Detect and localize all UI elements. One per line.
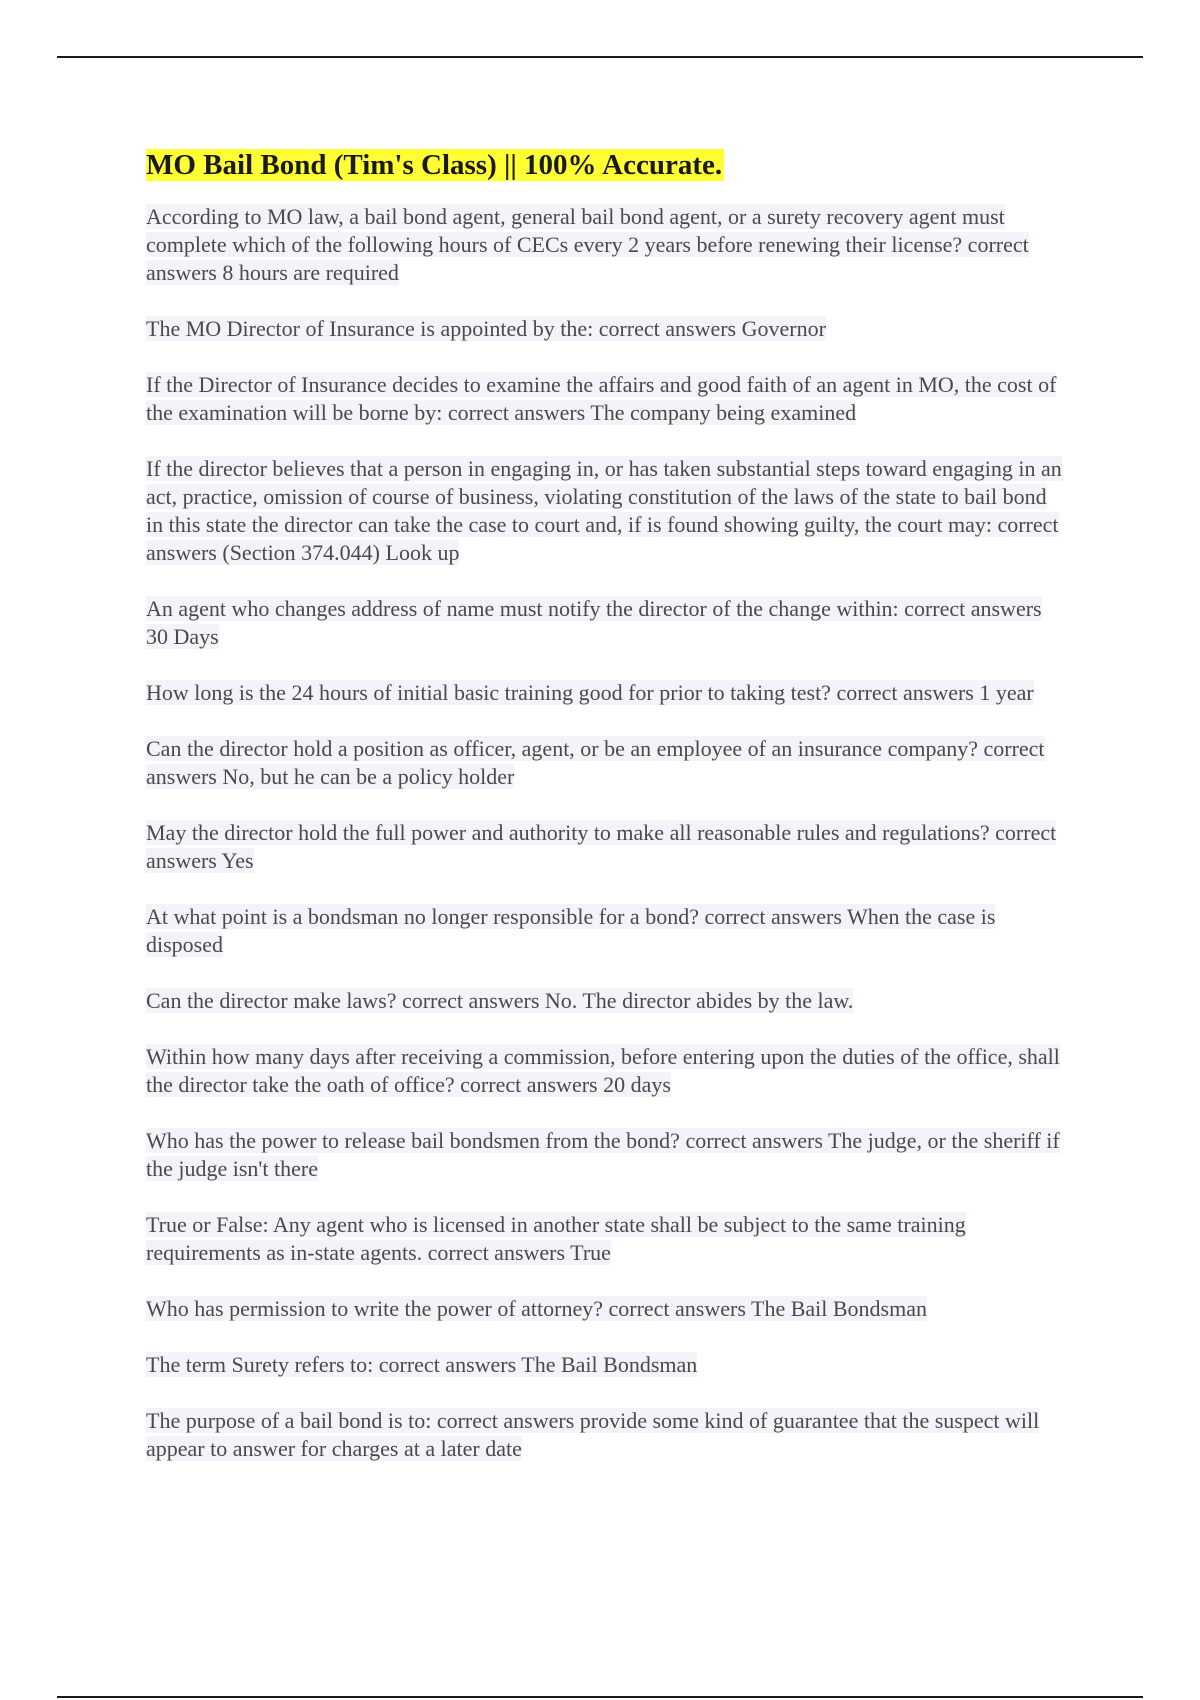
qa-item-text: True or False: Any agent who is licensed in another state shall be subject to the same training requirements as in-state agents. correct answers True xyxy=(146,1212,966,1265)
qa-item-text: If the Director of Insurance decides to examine the affairs and good faith of an agent in MO, the cost of the examination will be borne by: correct answers The company being examined xyxy=(146,372,1057,425)
qa-item-text: According to MO law, a bail bond agent, general bail bond agent, or a surety recovery agent must complete which of the following hours of CECs every 2 years before renewing their license? correct answers 8 hours are required xyxy=(146,204,1029,285)
qa-item-text: An agent who changes address of name must notify the director of the change within: correct answers 30 Days xyxy=(146,596,1042,649)
document-title xyxy=(146,145,1066,185)
qa-item-text: At what point is a bondsman no longer responsible for a bond? correct answers When the case is disposed xyxy=(146,904,996,957)
bottom-rule xyxy=(57,1696,1143,1698)
qa-item xyxy=(146,1211,1066,1267)
qa-item xyxy=(146,1043,1066,1099)
qa-item xyxy=(146,203,1066,287)
qa-item xyxy=(146,1351,1066,1379)
qa-item-text: Can the director make laws? correct answers No. The director abides by the law. xyxy=(146,988,854,1013)
document-body xyxy=(146,145,1066,1491)
qa-item xyxy=(146,903,1066,959)
qa-item-text: If the director believes that a person in engaging in, or has taken substantial steps toward engaging in an act, practice, omission of course of business, violating constitution of the laws of the state to bail bond in this state the director can take the case to court and, if is found showing guilty, the court may: correct answers (Section 374.044) Look up xyxy=(146,456,1062,565)
qa-item xyxy=(146,1407,1066,1463)
qa-list xyxy=(146,203,1066,1463)
qa-item xyxy=(146,315,1066,343)
qa-item-text: Who has permission to write the power of attorney? correct answers The Bail Bondsman xyxy=(146,1296,927,1321)
qa-item-text: How long is the 24 hours of initial basic training good for prior to taking test? correct answers 1 year xyxy=(146,680,1034,705)
qa-item xyxy=(146,987,1066,1015)
qa-item xyxy=(146,819,1066,875)
qa-item-text: Within how many days after receiving a commission, before entering upon the duties of the office, shall the director take the oath of office? correct answers 20 days xyxy=(146,1044,1060,1097)
qa-item-text: The MO Director of Insurance is appointed by the: correct answers Governor xyxy=(146,316,826,341)
qa-item xyxy=(146,1295,1066,1323)
qa-item xyxy=(146,371,1066,427)
qa-item-text: May the director hold the full power and authority to make all reasonable rules and regulations? correct answers Yes xyxy=(146,820,1057,873)
qa-item xyxy=(146,455,1066,567)
qa-item xyxy=(146,595,1066,651)
qa-item-text: Who has the power to release bail bondsmen from the bond? correct answers The judge, or the sheriff if the judge isn't there xyxy=(146,1128,1060,1181)
qa-item xyxy=(146,735,1066,791)
qa-item-text: Can the director hold a position as officer, agent, or be an employee of an insurance company? correct answers No, but he can be a policy holder xyxy=(146,736,1045,789)
document-title-text: MO Bail Bond (Tim's Class) || 100% Accurate. xyxy=(146,149,723,181)
qa-item-text: The purpose of a bail bond is to: correct answers provide some kind of guarantee that the suspect will appear to answer for charges at a later date xyxy=(146,1408,1040,1461)
top-rule xyxy=(57,56,1143,58)
qa-item xyxy=(146,1127,1066,1183)
qa-item xyxy=(146,679,1066,707)
qa-item-text: The term Surety refers to: correct answers The Bail Bondsman xyxy=(146,1352,698,1377)
